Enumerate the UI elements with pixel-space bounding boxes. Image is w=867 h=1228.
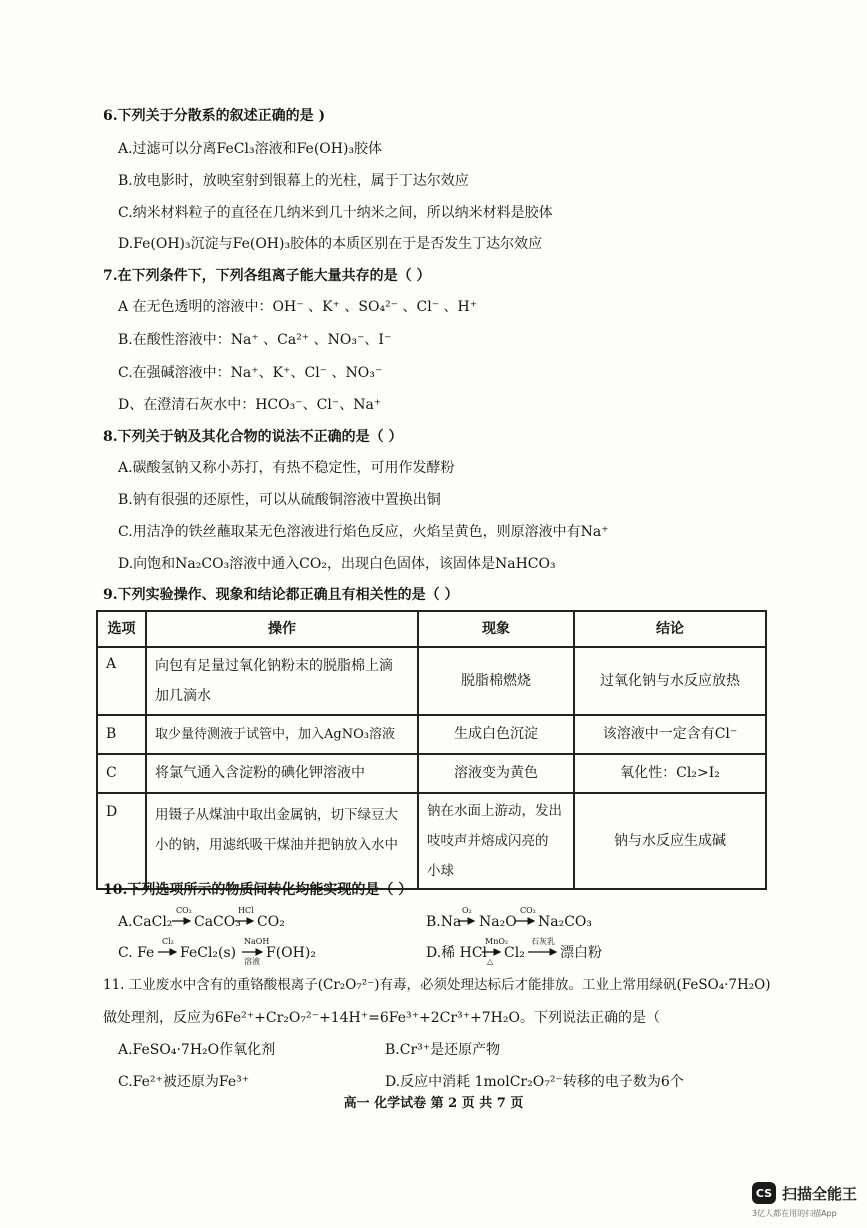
- q10-c-product: F(OH)₂: [266, 945, 316, 961]
- scanner-watermark: [752, 1182, 857, 1204]
- row-d-conclusion: 钠与水反应生成碱: [574, 793, 766, 889]
- table-header-row: [97, 611, 766, 647]
- q8-option-d: D.向饱和Na₂CO₃溶液中通入CO₂，出现白色固体，该固体是NaHCO₃: [118, 556, 556, 572]
- row-d-phenomenon-line2: 吱吱声并熔成闪亮的: [427, 833, 549, 849]
- row-a-phenomenon: 脱脂棉燃烧: [418, 647, 574, 715]
- row-b-option: B: [97, 715, 146, 754]
- table-row: [97, 647, 766, 715]
- scanner-slogan: 3亿人都在用的扫描App: [752, 1209, 837, 1218]
- q11-option-c: C.Fe²⁺被还原为Fe³⁺: [118, 1074, 250, 1090]
- row-d-operation-line1: 用镊子从煤油中取出金属钠，切下绿豆大: [155, 807, 398, 823]
- q10-d-cond2: 石灰乳: [531, 937, 555, 946]
- q10-c-cond1: Cl₂: [162, 937, 174, 946]
- q8-option-c: C.用洁净的铁丝蘸取某无色溶液进行焰色反应，火焰呈黄色，则原溶液中有Na⁺: [118, 524, 609, 540]
- q10-d-mid: Cl₂: [504, 945, 525, 961]
- row-a-conclusion: 过氧化钠与水反应放热: [574, 647, 766, 715]
- q10-conversion-options: [110, 900, 810, 970]
- row-b-phenomenon: 生成白色沉淀: [418, 715, 574, 754]
- row-d-operation: [146, 793, 418, 889]
- row-c-phenomenon: 溶液变为黄色: [418, 754, 574, 793]
- q10-a-reactant: A.CaCl₂: [118, 914, 173, 930]
- row-a-operation: [146, 647, 418, 715]
- q10-b-cond1: O₂: [462, 906, 472, 915]
- q10-c-cond2: NaOH: [244, 937, 270, 946]
- row-a-operation-line1: 向包有足量过氧化钠粉末的脱脂棉上滴: [155, 658, 393, 674]
- row-b-operation: 取少量待测液于试管中，加入AgNO₃溶液: [146, 715, 418, 754]
- q10-d-cond1b: △: [487, 957, 494, 966]
- q6-option-d: D.Fe(OH)₃沉淀与Fe(OH)₃胶体的本质区别在于是否发生丁达尔效应: [118, 236, 543, 252]
- row-d-phenomenon-line3: 小球: [427, 863, 454, 879]
- q10-d-product: 漂白粉: [560, 945, 602, 961]
- row-c-conclusion: 氧化性：Cl₂>I₂: [574, 754, 766, 793]
- q10-d-cond1: MnO₂: [485, 937, 509, 946]
- header-operation: 操作: [146, 611, 418, 647]
- q10-a-product: CO₂: [257, 914, 285, 930]
- experiment-table: [96, 610, 767, 890]
- row-c-option: C: [97, 754, 146, 793]
- q11-option-d: D.反应中消耗 1molCr₂O₇²⁻转移的电子数为6个: [385, 1074, 684, 1090]
- q10-a-cond2: HCl: [238, 906, 254, 915]
- q10-stem: 10.下列选项所示的物质间转化均能实现的是（ ）: [103, 882, 413, 898]
- row-d-phenomenon: [418, 793, 574, 889]
- q6-option-a: A.过滤可以分离FeCl₃溶液和Fe(OH)₃胶体: [118, 141, 383, 157]
- row-a-operation-line2: 加几滴水: [155, 688, 211, 704]
- q10-b-product: Na₂CO₃: [538, 914, 593, 930]
- q10-b-cond2: CO₂: [520, 906, 536, 915]
- q10-a-mid: CaCO₃: [194, 914, 241, 930]
- table-row: [97, 715, 766, 754]
- q9-stem: 9.下列实验操作、现象和结论都正确且有相关性的是（ ）: [103, 587, 459, 603]
- row-d-phenomenon-line1: 钠在水面上游动，发出: [427, 803, 562, 819]
- page-footer: 高一 化学试卷 第 2 页 共 7 页: [343, 1096, 524, 1111]
- q11-stem-line2: 做处理剂，反应为6Fe²⁺+Cr₂O₇²⁻+14H⁺=6Fe³⁺+2Cr³⁺+7H₂O。下列说法正确的是（: [103, 1010, 660, 1026]
- q10-c-cond2b: 溶液: [244, 957, 260, 966]
- q11-stem-line1: 11. 工业废水中含有的重铬酸根离子(Cr₂O₇²⁻)有毒，必须处理达标后才能排放。工业上常用绿矾(FeSO₄·7H₂O): [103, 977, 771, 993]
- row-d-option: D: [97, 793, 146, 889]
- q10-c-reactant: C. Fe: [118, 945, 155, 961]
- q6-stem: 6.下列关于分散系的叙述正确的是 ): [103, 108, 326, 124]
- header-phenomenon: 现象: [418, 611, 574, 647]
- q8-stem: 8.下列关于钠及其化合物的说法不正确的是（ ）: [103, 429, 403, 445]
- table-row: [97, 754, 766, 793]
- q10-c-mid: FeCl₂(s): [180, 945, 237, 961]
- row-a-option: A: [97, 647, 146, 715]
- header-option: 选项: [97, 611, 146, 647]
- q7-option-c: C.在强碱溶液中：Na⁺、K⁺、Cl⁻ 、NO₃⁻: [118, 365, 383, 381]
- row-d-operation-line2: 小的钠，用滤纸吸干煤油并把钠放入水中: [155, 837, 398, 853]
- q10-a-cond1: CO₂: [176, 906, 192, 915]
- table-row: [97, 793, 766, 889]
- row-b-conclusion: 该溶液中一定含有Cl⁻: [574, 715, 766, 754]
- row-c-operation: 将氯气通入含淀粉的碘化钾溶液中: [146, 754, 418, 793]
- cs-logo-icon: CS: [752, 1182, 776, 1204]
- q7-option-a: A 在无色透明的溶液中：OH⁻ 、K⁺ 、SO₄²⁻ 、Cl⁻ 、H⁺: [118, 299, 478, 315]
- q11-option-a: A.FeSO₄·7H₂O作氧化剂: [118, 1042, 276, 1058]
- q7-option-d: D、在澄清石灰水中：HCO₃⁻、Cl⁻、Na⁺: [118, 397, 382, 413]
- q8-option-b: B.钠有很强的还原性，可以从硫酸铜溶液中置换出铜: [118, 492, 441, 508]
- scanner-app-name: 扫描全能王: [782, 1184, 858, 1203]
- header-conclusion: 结论: [574, 611, 766, 647]
- q10-b-reactant: B.Na: [426, 914, 462, 930]
- q11-option-b: B.Cr³⁺是还原产物: [385, 1042, 501, 1058]
- q10-b-mid: Na₂O: [479, 914, 517, 930]
- q10-d-reactant: D.稀 HCl: [426, 945, 488, 961]
- q6-option-c: C.纳米材料粒子的直径在几纳米到几十纳米之间，所以纳米材料是胶体: [118, 205, 553, 221]
- q6-option-b: B.放电影时，放映室射到银幕上的光柱，属于丁达尔效应: [118, 173, 469, 189]
- q7-option-b: B.在酸性溶液中：Na⁺ 、Ca²⁺ 、NO₃⁻、I⁻: [118, 332, 392, 348]
- q8-option-a: A.碳酸氢钠又称小苏打，有热不稳定性，可用作发酵粉: [118, 460, 455, 476]
- q7-stem: 7.在下列条件下，下列各组离子能大量共存的是（ ）: [103, 268, 431, 284]
